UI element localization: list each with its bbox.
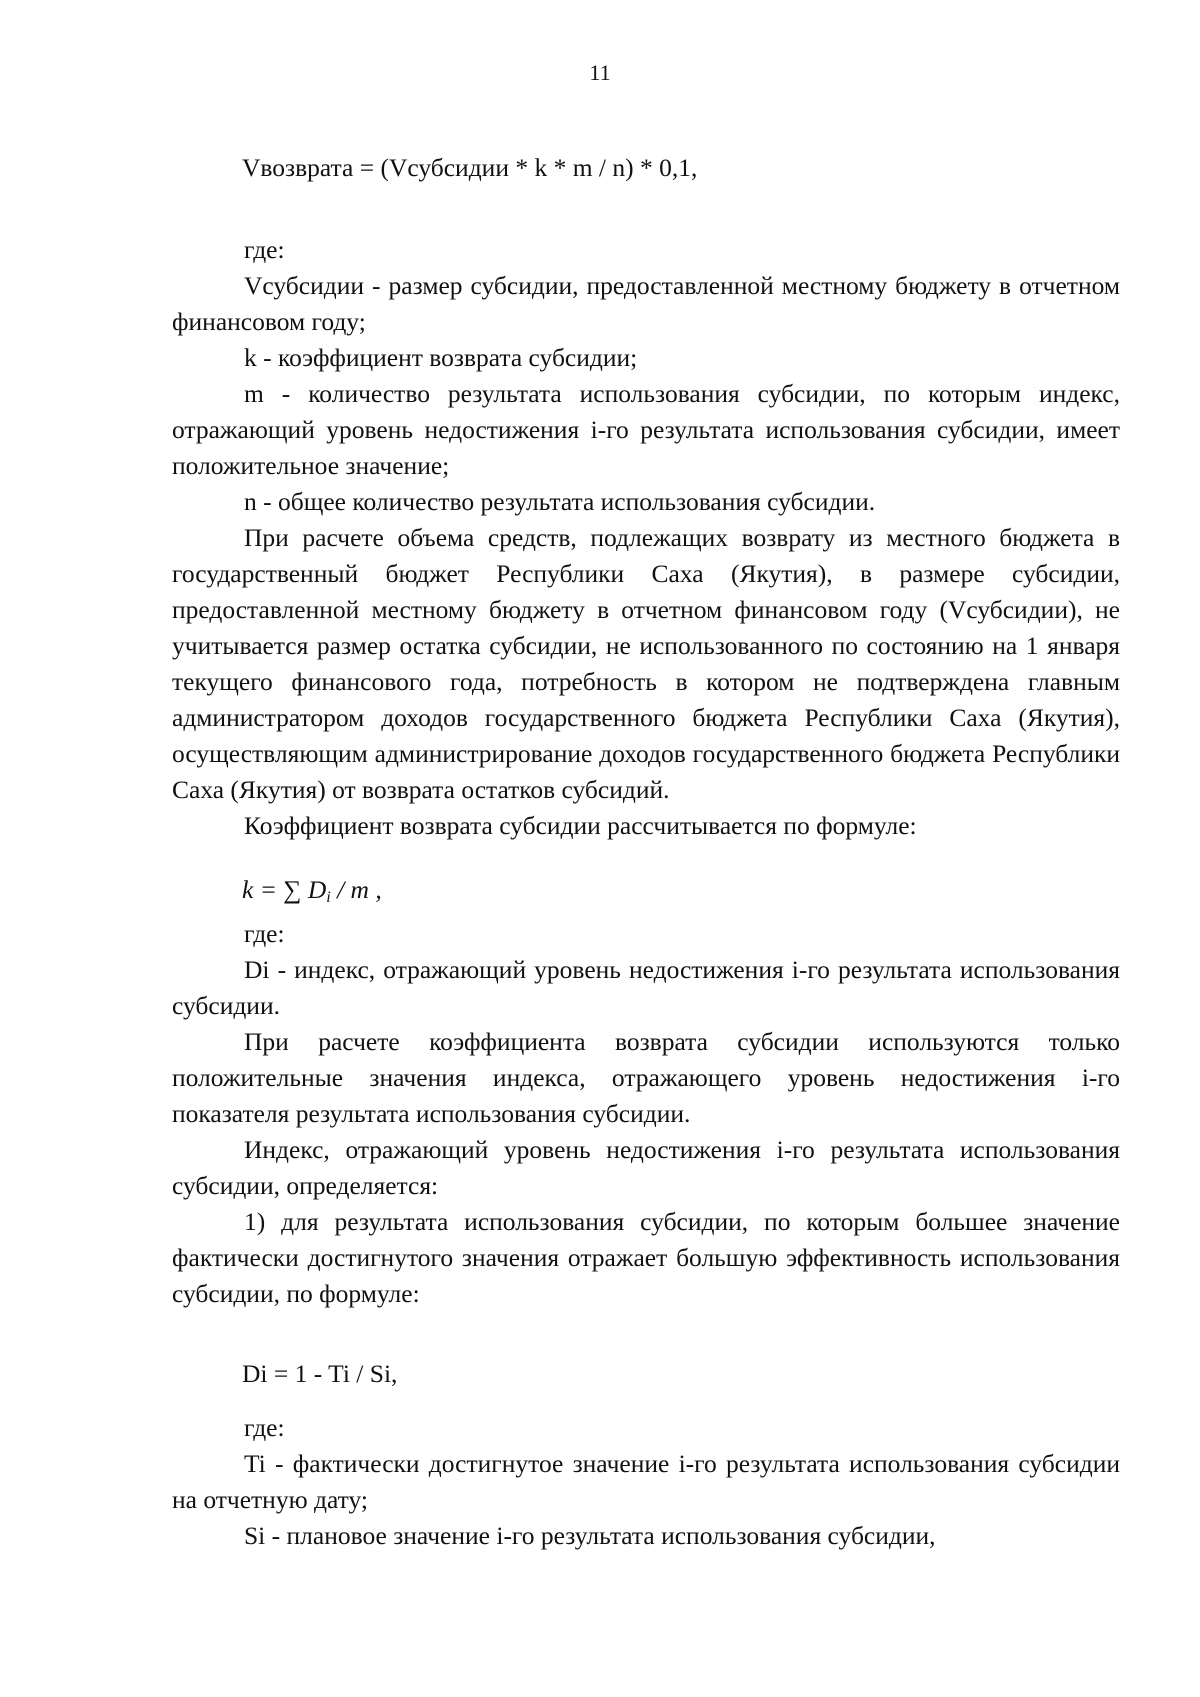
definition-k: k - коэффициент возврата субсидии;	[244, 343, 638, 372]
paragraph-positive-values: При расчете коэффициента возврата субсидии используются только положительные значения индекса, отражающего уровень недостижения i-го показателя результата использования субсидии.	[172, 1027, 1120, 1128]
document-body	[172, 150, 1120, 1554]
formula-k-subscript: i	[326, 889, 331, 906]
definition-ti: Ti - фактически достигнутое значение i-го результата использования субсидии на отчетную дату;	[172, 1449, 1120, 1514]
formula-di: Di = 1 - Ti / Si,	[242, 1359, 398, 1388]
definition-di: Di - индекс, отражающий уровень недостижения i-го результата использования субсидии.	[172, 955, 1120, 1020]
where-label-3: где:	[244, 1413, 285, 1442]
definition-si: Si - плановое значение i-го результата использования субсидии,	[244, 1521, 936, 1550]
where-label-1: где:	[244, 235, 285, 264]
formula-k-right: / m ,	[330, 875, 382, 904]
formula-k-left: k = ∑ D	[242, 875, 327, 904]
paragraph-index-defined: Индекс, отражающий уровень недостижения i-го результата использования субсидии, определяется:	[172, 1135, 1120, 1200]
page-number: 11	[589, 60, 611, 85]
where-label-2: где:	[244, 919, 285, 948]
definition-m: m - количество результата использования субсидии, по которым индекс, отражающий уровень недостижения i-го результата использования субсидии, имеет положительное значение;	[172, 379, 1120, 480]
paragraph-calc-volume: При расчете объема средств, подлежащих возврату из местного бюджета в государственный бюджет Республики Саха (Якутия), в размере субсидии, предоставленной местному бюджету в отчетном финансовом году (Vсубсидии), не учитывается размер остатка субсидии, не использованного по состоянию на 1 января текущего финансового года, потребность в котором не подтверждена главным администратором доходов государственного бюджета Республики Саха (Якутия), осуществляющим администрирование доходов государственного бюджета Республики Саха (Якутия) от возврата остатков субсидий.	[172, 523, 1120, 804]
definition-n: n - общее количество результата использования субсидии.	[244, 487, 876, 516]
paragraph-item-1: 1) для результата использования субсидии, по которым большее значение фактически достигнутого значения отражает большую эффективность использования субсидии, по формуле:	[172, 1207, 1120, 1308]
formula-k	[242, 872, 1120, 916]
paragraph-k-formula-intro: Коэффициент возврата субсидии рассчитывается по формуле:	[244, 811, 917, 840]
formula-return-volume: Vвозврата = (Vсубсидии * k * m / n) * 0,1,	[242, 153, 698, 182]
definition-v-subsidy: Vсубсидии - размер субсидии, предоставленной местному бюджету в отчетном финансовом году;	[172, 271, 1120, 336]
